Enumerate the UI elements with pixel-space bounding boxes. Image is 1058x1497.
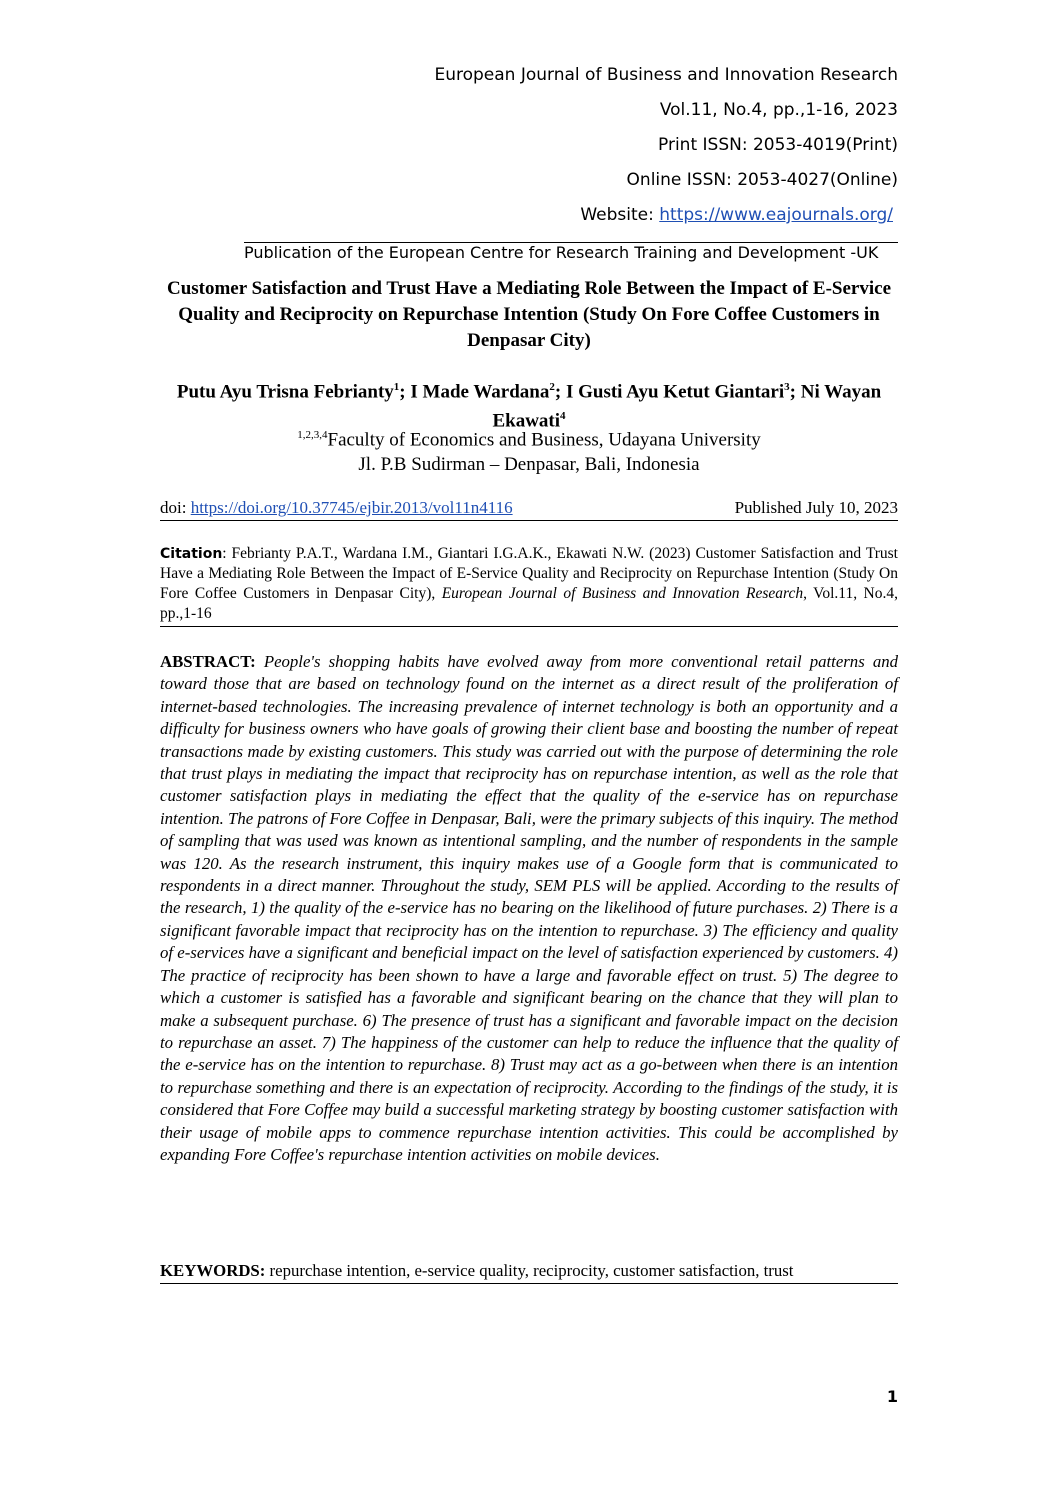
page-number: 1 bbox=[886, 1387, 898, 1406]
author-4-sup: 4 bbox=[560, 410, 566, 423]
author-4: ; Ni Wayan Ekawati bbox=[492, 381, 882, 432]
paper-title: Customer Satisfaction and Trust Have a Mediating Role Between the Impact of E-Service Quality and Reciprocity on Repurchase Intention (Study On Fore Coffee Customers in Denpasar City) bbox=[166, 278, 892, 351]
author-2-sup: 2 bbox=[549, 381, 555, 393]
website-line bbox=[580, 204, 893, 226]
affiliation-sup: 1,2,3,4 bbox=[297, 429, 328, 441]
citation-tail: , Vol.11, No.4, pp.,1-16 bbox=[160, 585, 898, 622]
author-1: Putu Ayu Trisna Febrianty bbox=[176, 381, 394, 403]
volume-info: Vol.11, No.4, pp.,1-16, 2023 bbox=[659, 100, 898, 120]
affiliation-line-1: $^{1,2,3,4}$Faculty of Economics and Business, Udayana University bbox=[297, 429, 761, 451]
doi-row bbox=[160, 497, 898, 521]
abstract-text: People's shopping habits have evolved away from more conventional retail patterns and toward those that are based on technology found on the internet as a direct result of the proliferation of internet-based technologies. The increasing prevalence of internet technology is both an opportunity and a difficulty for business owners who have goals of growing their client base and boosting the number of repeat transactions made by existing customers. This study was carried out with the purpose of determining the role that trust plays in mediating the impact that reciprocity has on repurchase intention, as well as the role that customer satisfaction plays in mediating the effect that the quality of the e-service has on repurchase intention. The patrons of Fore Coffee in Denpasar, Bali, were the primary subjects of this inquiry. The method of sampling that was used was known as intentional sampling, and the number of respondents in the sample was 120. As the research instrument, this inquiry makes use of a Google form that is communicated to respondents in a direct manner. Throughout the study, SEM PLS will be applied. According to the results of the research, 1) the quality of the e-service has no bearing on the likelihood of future purchases. 2) There is a significant favorable impact that reciprocity has on the intention to repurchase. 3) The efficiency and quality of e-services have a significant and beneficial impact on the level of satisfaction experienced by customers. 4) The practice of reciprocity has been shown to have a large and favorable effect on trust. 5) The degree to which a customer is satisfied has a favorable and significant bearing on the chance that they will plan to make a subsequent purchase. 6) The presence of trust has a significant and favorable impact on the decision to repurchase an asset. 7) The happiness of the customer can help to reduce the influence that the quality of the e-service has on the intention to repurchase. 8) Trust may act as a go-between when there is an intention to repurchase something and there is an expectation of reciprocity. According to the findings of the study, it is considered that Fore Coffee may build a successful marketing strategy by boosting customer satisfaction with their usage of mobile apps to commence repurchase intention activities. This could be accomplished by expanding Fore Coffee's repurchase intention activities on mobile devices. bbox=[160, 652, 898, 1164]
website-link[interactable]: https://www.eajournals.org/ bbox=[659, 205, 893, 225]
keywords-text: repurchase intention, e-service quality, reciprocity, customer satisfaction, trust bbox=[265, 1261, 794, 1280]
affiliation bbox=[160, 423, 898, 477]
author-3-sup: 3 bbox=[784, 381, 790, 393]
keywords bbox=[160, 1260, 898, 1284]
doi-link[interactable]: https://doi.org/10.37745/ejbir.2013/vol11n4116 bbox=[190, 498, 513, 517]
author-1-sup: 1 bbox=[393, 381, 400, 393]
keywords-label: KEYWORDS: bbox=[160, 1261, 266, 1280]
citation-journal: European Journal of Business and Innovation Research bbox=[441, 585, 804, 602]
journal-name: European Journal of Business and Innovation Research bbox=[434, 65, 898, 85]
citation-label: Citation bbox=[160, 546, 223, 562]
author-2: ; I Made Wardana bbox=[399, 381, 550, 403]
citation-text: : Febrianty P.A.T., Wardana I.M., Giantari I.G.A.K., Ekawati N.W. (2023) Customer Satisfaction and Trust Have a Mediating Role Between the Impact of E-Service Quality and Reciprocity on Repurchase Intention (Study On Fore Coffee Customers in Denpasar City), bbox=[160, 545, 898, 602]
affiliation-line-2: Jl. P.B Sudirman – Denpasar, Bali, Indonesia bbox=[358, 454, 700, 476]
citation-block bbox=[160, 544, 898, 627]
online-issn: Online ISSN: 2053-4027(Online) bbox=[626, 170, 898, 190]
author-3: ; I Gusti Ayu Ketut Giantari bbox=[554, 381, 785, 403]
abstract bbox=[160, 651, 898, 1166]
abstract-label: ABSTRACT: bbox=[160, 652, 256, 671]
website-label: Website: bbox=[580, 205, 660, 225]
print-issn: Print ISSN: 2053-4019(Print) bbox=[658, 135, 898, 155]
published-date: Published July 10, 2023 bbox=[734, 498, 898, 517]
publisher-line: Publication of the European Centre for Research Training and Development -UK bbox=[244, 242, 898, 263]
doi-label: doi: bbox=[160, 498, 191, 517]
